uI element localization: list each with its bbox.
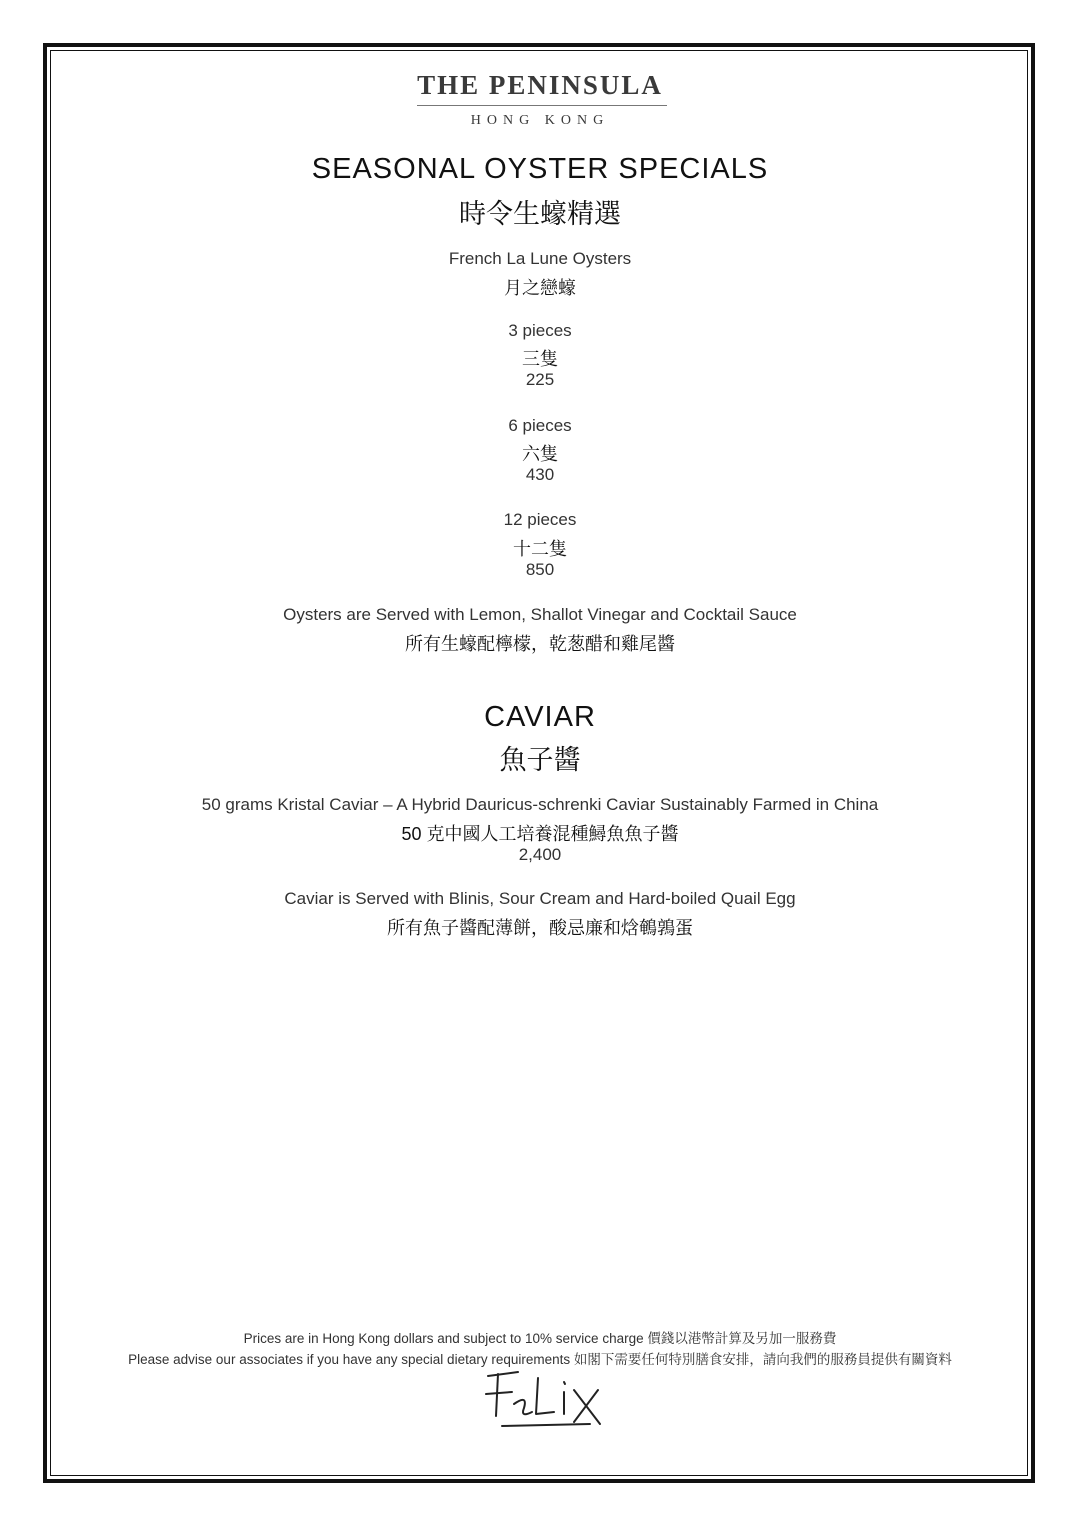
oyster-option-qty: 6 pieces (508, 416, 572, 435)
felix-signature-logo (478, 1364, 608, 1434)
oyster-section-title: SEASONAL OYSTER SPECIALS (311, 153, 769, 185)
oyster-option-price: 225 (525, 370, 555, 389)
caviar-price: 2,400 (518, 845, 562, 864)
caviar-section-title: CAVIAR (484, 701, 596, 733)
oyster-item-name: French La Lune Oysters (448, 249, 632, 268)
caviar-item-name-cn: 50 克中國人工培養混種鱘魚魚子醬 (401, 824, 679, 844)
oyster-serving-note-cn: 所有生蠔配檸檬，乾葱醋和雞尾醬 (405, 634, 675, 654)
caviar-serving-note: Caviar is Served with Blinis, Sour Cream and Hard-boiled Quail Egg (284, 889, 796, 908)
footer-dietary-note: Please advise our associates if you have any special dietary requirements 如閣下需要任何特別膳食安排，請向我們的服務員提供有關資料 (128, 1352, 952, 1367)
caviar-section-title-cn: 魚子醬 (499, 745, 581, 776)
caviar-item-name: 50 grams Kristal Caviar – A Hybrid Dauricus-schrenki Caviar Sustainably Farmed in China (201, 795, 879, 814)
oyster-serving-note: Oysters are Served with Lemon, Shallot Vinegar and Cocktail Sauce (283, 605, 797, 624)
oyster-section-title-cn: 時令生蠔精選 (459, 199, 621, 230)
caviar-serving-note-cn: 所有魚子醬配薄餅，酸忌廉和焓鵪鶉蛋 (387, 918, 693, 938)
footer-service-charge: Prices are in Hong Kong dollars and subject to 10% service charge 價錢以港幣計算及另加一服務費 (243, 1331, 837, 1346)
brand-divider (417, 105, 667, 106)
oyster-option-qty: 12 pieces (503, 510, 577, 529)
brand-name: THE PENINSULA (417, 70, 663, 100)
oyster-option-qty-cn: 六隻 (522, 444, 558, 464)
oyster-option-qty-cn: 十二隻 (513, 539, 567, 559)
oyster-option-price: 850 (525, 560, 555, 579)
oyster-option-price: 430 (525, 465, 555, 484)
brand-location: HONG KONG (470, 113, 610, 128)
oyster-option-qty-cn: 三隻 (522, 349, 558, 369)
oyster-item-name-cn: 月之戀蠔 (504, 278, 576, 298)
oyster-option-qty: 3 pieces (508, 321, 572, 340)
